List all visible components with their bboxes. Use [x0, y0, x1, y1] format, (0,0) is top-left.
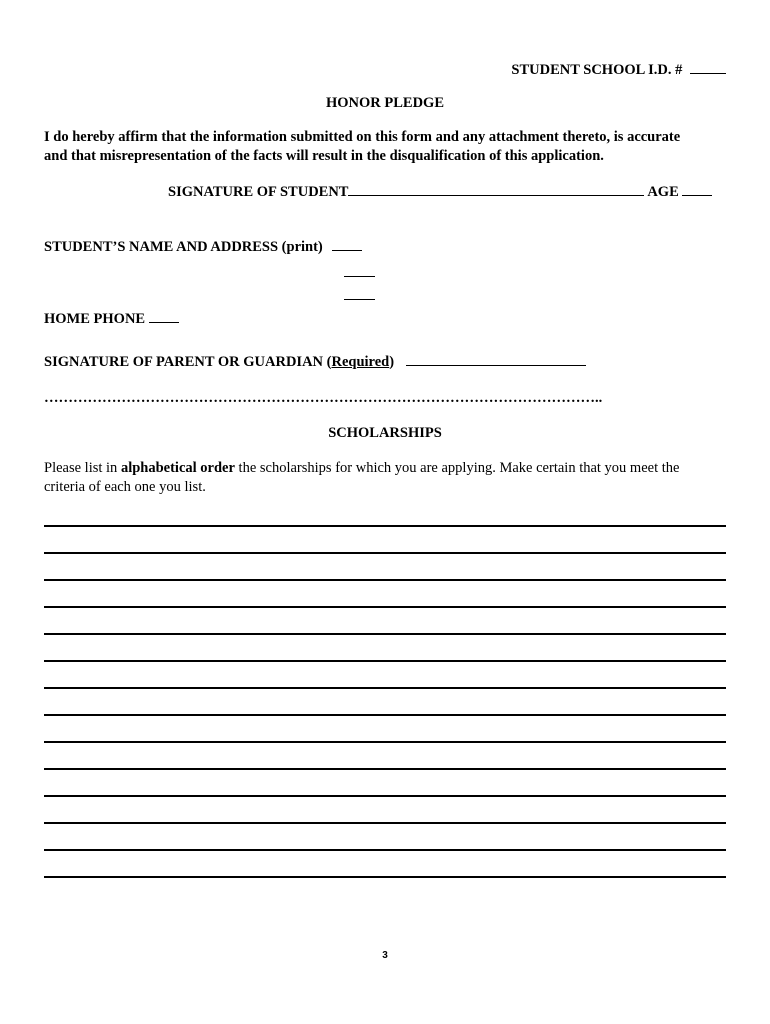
scholarship-line[interactable] [44, 768, 726, 770]
student-id-blank[interactable] [690, 61, 726, 74]
honor-pledge-title: HONOR PLEDGE [325, 95, 445, 111]
scholarship-line[interactable] [44, 714, 726, 716]
student-id-label: STUDENT SCHOOL I.D. # [511, 62, 683, 78]
student-signature-row [168, 183, 712, 201]
parent-signature-blank[interactable] [406, 353, 586, 366]
required-label: Required [331, 354, 390, 370]
scholarship-line[interactable] [44, 822, 726, 824]
scholarship-line[interactable] [44, 633, 726, 635]
page-number: 3 [382, 950, 388, 961]
scholarship-line[interactable] [44, 606, 726, 608]
home-phone-label: HOME PHONE [44, 311, 146, 327]
student-signature-label: SIGNATURE OF STUDENT [168, 184, 349, 200]
scholarship-line[interactable] [44, 795, 726, 797]
scholarships-instructions-line-2: criteria of each one you list. [44, 479, 206, 495]
scholarship-line[interactable] [44, 876, 726, 878]
name-address-label: STUDENT’S NAME AND ADDRESS (print) [44, 239, 323, 255]
name-address-blank-2[interactable] [344, 264, 375, 277]
home-phone-row [44, 310, 179, 328]
parent-signature-close: ) [389, 354, 395, 370]
pledge-text-line-1: I do hereby affirm that the information submitted on this form and any attachment thereto, is accurate [44, 129, 681, 145]
pledge-text-line-2: and that misrepresentation of the facts will result in the disqualification of this application. [44, 148, 604, 164]
scholarship-line[interactable] [44, 687, 726, 689]
scholarship-line[interactable] [44, 660, 726, 662]
scholarship-line[interactable] [44, 741, 726, 743]
name-address-row [44, 238, 362, 256]
student-id-field [511, 61, 726, 79]
scholarships-title: SCHOLARSHIPS [328, 425, 442, 441]
parent-signature-row [44, 353, 586, 371]
instr-pre: Please list in [44, 460, 121, 476]
scholarships-instructions-line-1 [44, 460, 734, 477]
parent-signature-label: SIGNATURE OF PARENT OR GUARDIAN ( [44, 354, 332, 370]
name-address-blank-1[interactable] [332, 238, 362, 251]
scholarship-line[interactable] [44, 525, 726, 527]
scholarship-line[interactable] [44, 579, 726, 581]
scholarship-line[interactable] [44, 849, 726, 851]
home-phone-blank[interactable] [149, 310, 179, 323]
dotted-separator: …………………………………………………………………………………………………….. [44, 390, 603, 406]
name-address-blank-3[interactable] [344, 287, 375, 300]
scholarship-line[interactable] [44, 552, 726, 554]
instr-post: the scholarships for which you are applying. Make certain that you meet the [234, 460, 680, 476]
age-blank[interactable] [682, 183, 712, 196]
student-signature-blank[interactable] [348, 183, 644, 196]
instr-bold: alphabetical order [120, 460, 235, 476]
age-label: AGE [647, 184, 679, 200]
